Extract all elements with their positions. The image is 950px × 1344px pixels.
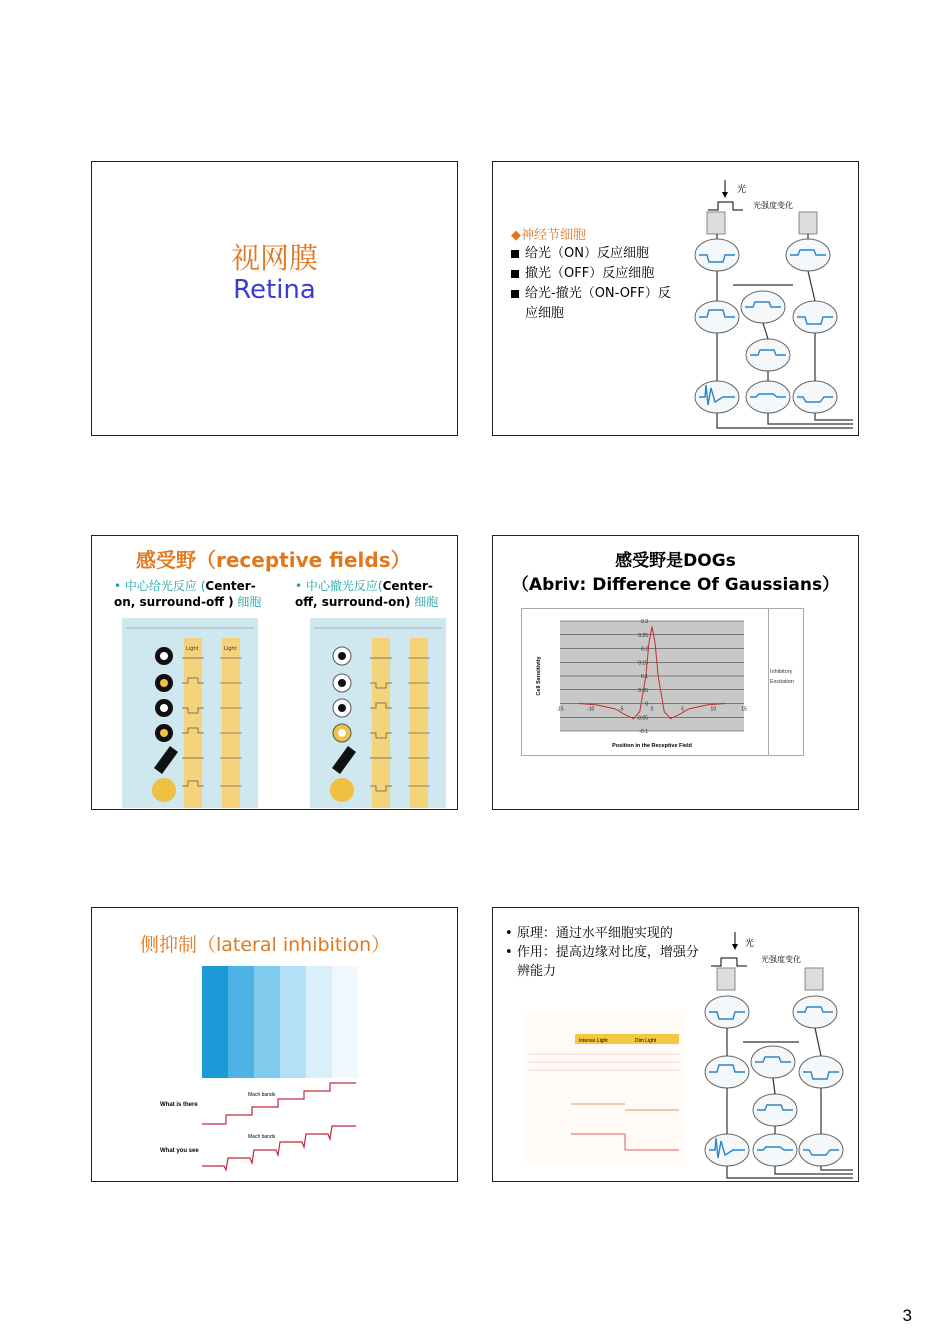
- retina-circuit-drawing: [693, 180, 853, 432]
- retina-circuit-drawing: [693, 932, 853, 1180]
- x-tick-label: 10: [710, 706, 717, 713]
- x-tick-label: -5: [619, 706, 624, 713]
- retina-circuit-figure: [693, 932, 853, 1180]
- slide-2-list: [511, 244, 696, 324]
- y-tick-label: 0: [645, 701, 648, 708]
- y-tick-label: -0.1: [639, 729, 648, 735]
- mach-label-top: Mach bands: [248, 1092, 276, 1098]
- fig-header-left: Intense Light: [579, 1038, 608, 1044]
- dog-chart: [521, 608, 803, 756]
- list-item: 给光（ON）反应细胞: [511, 244, 696, 264]
- page-number: 3: [902, 1306, 912, 1325]
- right-caption: • 中心撤光反应(Center- off, surround-on) 细胞: [295, 579, 439, 609]
- slide-5: [91, 907, 458, 1182]
- light-label: 光: [737, 185, 747, 195]
- y-tick-label: -0.05: [636, 715, 648, 722]
- list-item: • 原理：通过水平细胞实现的: [505, 926, 673, 941]
- y-tick-label: 0.2: [641, 646, 648, 653]
- slide-2-heading: ◆神经节细胞: [511, 228, 586, 243]
- left-caption: • 中心给光反应 (Center- on, surround-off ) 细胞: [114, 579, 262, 609]
- slide-4: [492, 535, 859, 810]
- light-label: 光: [745, 939, 755, 949]
- list-item: • 作用：提高边缘对比度，增强分辨能力: [505, 945, 699, 979]
- slide-4-title-line2: （Abriv: Difference Of Gaussians）: [511, 575, 840, 595]
- slide-5-title: 侧抑制（lateral inhibition）: [140, 934, 391, 956]
- intensity-label: 光强度变化: [753, 201, 793, 210]
- slide-1-title-en: Retina: [233, 275, 316, 305]
- slide-3: [91, 535, 458, 810]
- x-tick-label: 15: [741, 706, 747, 713]
- x-axis-label: Position in the Receptive Field: [612, 743, 692, 749]
- row2-label: What you see: [160, 1148, 199, 1154]
- dog-legend: [768, 608, 804, 756]
- fig-light-label: Light: [186, 646, 199, 652]
- row1-label: What is there: [160, 1102, 198, 1108]
- slide-6: [492, 907, 859, 1182]
- fig-light-label: Light: [224, 646, 237, 652]
- slide-6-bullets: [505, 924, 705, 981]
- x-tick-label: 5: [681, 706, 685, 713]
- slide-1: [91, 161, 458, 436]
- mach-bands-figure: [152, 964, 358, 1176]
- intensity-label: 光强度变化: [761, 955, 801, 964]
- mach-label-bottom: Mach bands: [248, 1134, 276, 1140]
- fig-header-right: Dim Light: [635, 1038, 657, 1044]
- legend-inhibitory: Inhibitory: [770, 669, 793, 675]
- list-item: 应细胞: [525, 306, 565, 321]
- y-axis-label: Cell Sensitivity: [536, 656, 542, 696]
- y-tick-label: 0.3: [641, 619, 648, 625]
- list-item: 撤光（OFF）反应细胞: [511, 264, 696, 284]
- retina-circuit-figure: [693, 180, 853, 432]
- slide-2: [492, 161, 859, 436]
- list-item: 给光-撤光（ON-OFF）反: [511, 284, 696, 304]
- dog-chart-svg: [522, 609, 802, 755]
- x-tick-label: 0: [650, 706, 654, 713]
- y-tick-label: 0.25: [638, 632, 648, 639]
- slide-3-title: 感受野（receptive fields）: [136, 548, 411, 572]
- slide-4-title-line1: 感受野是DOGs: [615, 551, 736, 571]
- center-off-figure: [310, 618, 446, 808]
- y-tick-label: 0.15: [638, 660, 648, 667]
- y-tick-label: 0.05: [638, 687, 648, 694]
- y-tick-label: 0.1: [641, 674, 648, 680]
- slide-1-title-zh: 视网膜: [230, 241, 318, 275]
- bipolar-response-figure: [525, 1014, 683, 1162]
- x-tick-label: -10: [587, 706, 595, 713]
- legend-excitation: Excitation: [770, 679, 794, 685]
- x-tick-label: -15: [556, 706, 564, 713]
- center-on-figure: [122, 618, 258, 808]
